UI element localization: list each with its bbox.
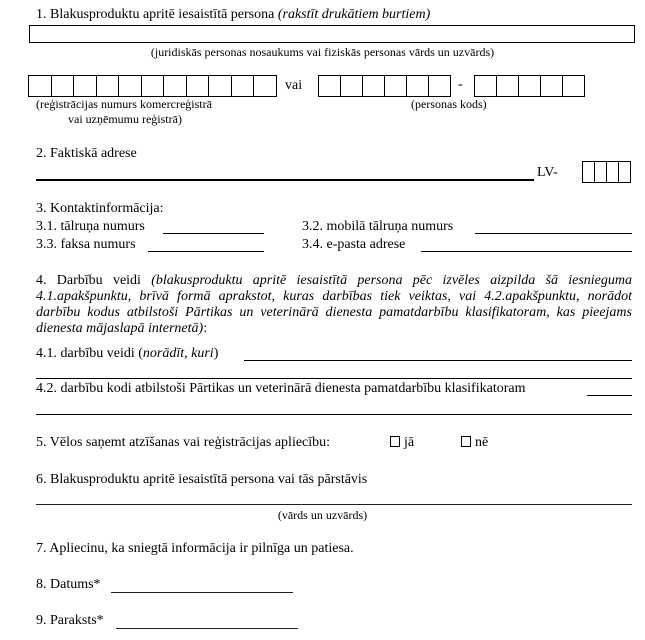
- reg-caption-line1: (reģistrācijas numurs komercreģistrā: [36, 97, 212, 111]
- no-checkbox[interactable]: [461, 436, 471, 447]
- activity-codes-field[interactable]: [587, 395, 632, 396]
- activities-field[interactable]: [244, 360, 632, 361]
- postal-code-cells[interactable]: [582, 161, 631, 183]
- address-field[interactable]: [36, 179, 534, 181]
- no-option[interactable]: [461, 435, 488, 451]
- phone-label: 3.1. tālruņa numurs: [36, 219, 145, 234]
- s3-label: 3. Kontaktinformācija:: [36, 201, 164, 216]
- s6-label: 6. Blakusproduktu apritē iesaistītā persona vai tās pārstāvis: [36, 472, 368, 487]
- activities-field-line2[interactable]: [36, 378, 632, 379]
- s4-2-label: 4.2. darbību kodi atbilstoši Pārtikas un veterinārā dienesta pamatdarbību klasifikatoram: [36, 381, 526, 396]
- s1-label: 1. Blakusproduktu apritē iesaistītā persona: [36, 7, 275, 22]
- s5-label: 5. Vēlos saņemt atzīšanas vai reģistrācijas apliecību:: [36, 435, 331, 450]
- no-label: nē: [475, 435, 489, 450]
- s2-label: 2. Faktiskā adrese: [36, 146, 137, 161]
- personal-code-caption: (personas kods): [411, 97, 487, 111]
- reg-caption-line2: vai uzņēmumu reģistrā): [68, 112, 182, 126]
- s6-caption: (vārds un uzvārds): [277, 508, 368, 522]
- yes-option[interactable]: [390, 435, 414, 451]
- fax-field[interactable]: [148, 251, 264, 252]
- s8-label: 8. Datums*: [36, 577, 101, 592]
- postal-prefix: LV-: [537, 165, 558, 180]
- s4-instruction: (blakusproduktu apritē iesaistītā persona pēc izvēles aizpilda šā iesnieguma 4.1.apakšpunktu, brīvā formā aprakstot, kuras darbības tiek veiktas, vai 4.2.apakšpunktu, norādot darbību kodus atbilstoši Pārtikas un veterinārā dienesta pamatdarbību klasifikatoram, kas pieejams dienesta mājaslapā internetā): [36, 273, 633, 336]
- phone-field[interactable]: [163, 233, 264, 234]
- yes-label: jā: [404, 435, 415, 450]
- s9-label: 9. Paraksts*: [36, 613, 104, 628]
- s4-1-label: 4.1. darbību veidi (: [36, 346, 143, 361]
- person-name-field[interactable]: [29, 25, 635, 43]
- email-field[interactable]: [421, 251, 632, 252]
- yes-checkbox[interactable]: [390, 436, 400, 447]
- s7-label: 7. Apliecinu, ka sniegtā informācija ir pilnīga un patiesa.: [36, 541, 354, 556]
- s1-label-row: [36, 7, 430, 23]
- s1-hint: (rakstīt drukātiem burtiem): [277, 7, 431, 22]
- signature-field[interactable]: [116, 628, 298, 629]
- s4-instruction-end: :: [203, 321, 208, 336]
- mobile-label: 3.2. mobilā tālruņa numurs: [302, 219, 454, 234]
- s4-label: 4. Darbību veidi: [36, 273, 141, 288]
- s4-paragraph: [36, 273, 632, 337]
- date-field[interactable]: [111, 592, 293, 593]
- or-word: vai: [285, 78, 303, 93]
- activity-codes-field-line2[interactable]: [36, 414, 632, 415]
- mobile-field[interactable]: [475, 233, 632, 234]
- s4-1-close: ): [213, 346, 219, 361]
- s4-1-label-row: [36, 346, 218, 362]
- representative-name-field[interactable]: [36, 504, 632, 505]
- personal-code-part2-cells[interactable]: [474, 75, 585, 97]
- fax-label: 3.3. faksa numurs: [36, 237, 136, 252]
- s1-name-caption: (juridiskās personas nosaukums vai fiziskās personas vārds un uzvārds): [150, 45, 495, 59]
- personal-code-dash: -: [458, 77, 463, 92]
- personal-code-part1-cells[interactable]: [318, 75, 451, 97]
- reg-number-cells[interactable]: [28, 75, 277, 97]
- email-label: 3.4. e-pasta adrese: [302, 237, 406, 252]
- s4-1-hint: norādīt, kuri: [142, 346, 214, 361]
